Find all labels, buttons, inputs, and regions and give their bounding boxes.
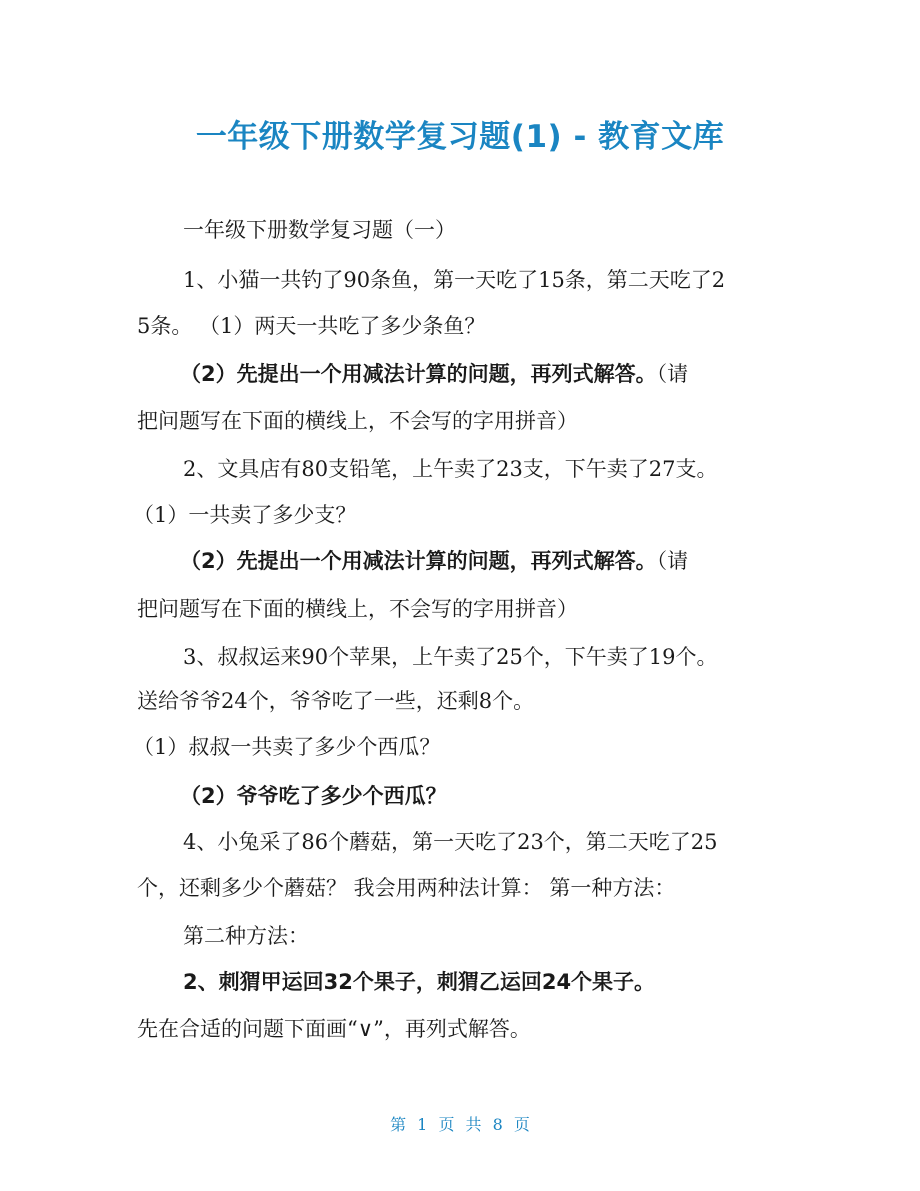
line-text: 把问题写在下面的横线上，不会写的字用拼音） xyxy=(137,597,578,621)
line-bold-text: （2）先提出一个用减法计算的问题，再列式解答。 xyxy=(180,362,657,386)
paragraph-line xyxy=(183,921,843,951)
paragraph-line xyxy=(137,311,797,341)
paragraph-line xyxy=(183,967,843,997)
line-text: 第二种方法： xyxy=(183,924,309,948)
line-text: 把问题写在下面的横线上，不会写的字用拼音） xyxy=(137,409,578,433)
line-text: 4、小兔采了86个蘑菇，第一天吃了23个，第二天吃了25 xyxy=(183,830,718,854)
paragraph-line xyxy=(183,454,843,484)
line-text: （请 xyxy=(656,362,689,386)
line-bold-text: （2）爷爷吃了多少个西瓜？ xyxy=(180,784,447,808)
paragraph-line xyxy=(137,873,797,903)
line-text: 送给爷爷24个，爷爷吃了一些，还剩8个。 xyxy=(137,689,535,713)
line-text: 5条。 （1）两天一共吃了多少条鱼？ xyxy=(137,314,486,338)
paragraph-line xyxy=(133,732,793,762)
line-text: （1）一共卖了多少支？ xyxy=(133,503,357,527)
line-text: 个，还剩多少个蘑菇？ 我会用两种法计算： 第一种方法： xyxy=(137,876,676,900)
document-title: 一年级下册数学复习题(1) - 教育文库 xyxy=(195,119,725,155)
line-text: 先在合适的问题下面画“∨”，再列式解答。 xyxy=(137,1017,531,1041)
paragraph-line xyxy=(180,359,840,389)
paragraph-line xyxy=(180,546,840,576)
paragraph-line xyxy=(183,642,843,672)
paragraph-line xyxy=(137,594,797,624)
line-text: 3、叔叔运来90个苹果，上午卖了25个，下午卖了19个。 xyxy=(183,645,718,669)
paragraph-line xyxy=(137,686,797,716)
line-text: 一年级下册数学复习题（一） xyxy=(183,218,456,242)
line-text: （请 xyxy=(656,549,689,573)
paragraph-line xyxy=(133,500,793,530)
line-text: 2、文具店有80支铅笔，上午卖了23支，下午卖了27支。 xyxy=(183,457,718,481)
line-text: （1）叔叔一共卖了多少个西瓜？ xyxy=(133,735,441,759)
line-bold-text: （2）先提出一个用减法计算的问题，再列式解答。 xyxy=(180,549,657,573)
paragraph-line xyxy=(183,827,843,857)
paragraph-line xyxy=(183,215,843,245)
paragraph-line xyxy=(137,1014,797,1044)
paragraph-line xyxy=(183,265,843,295)
paragraph-line xyxy=(137,406,797,436)
page-footer: 第 1 页 共 8 页 xyxy=(390,1115,530,1134)
line-bold-text: 2、刺猬甲运回32个果子，刺猬乙运回24个果子。 xyxy=(183,970,656,994)
line-text: 1、小猫一共钓了90条鱼，第一天吃了15条，第二天吃了2 xyxy=(183,268,726,292)
paragraph-line xyxy=(180,781,840,811)
